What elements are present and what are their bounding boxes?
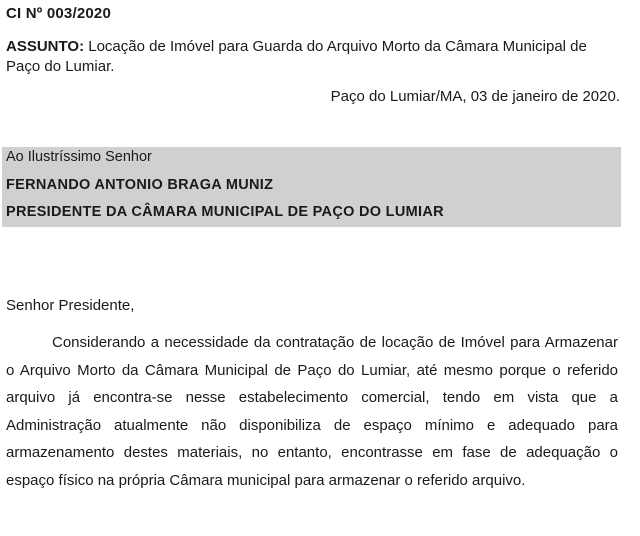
ci-number: CI Nº 003/2020 bbox=[6, 5, 112, 22]
addressee-block bbox=[2, 147, 621, 227]
subject-text: Locação de Imóvel para Guarda do Arquivo Morto da Câmara Municipal de Paço do Lumiar. bbox=[6, 38, 587, 75]
subject-line bbox=[6, 37, 620, 77]
greeting: Senhor Presidente, bbox=[6, 297, 135, 314]
subject-label: ASSUNTO: bbox=[6, 38, 85, 55]
body-paragraph: Considerando a necessidade da contratação de locação de Imóvel para Armazenar o Arquivo Morto da Câmara Municipal de Paço do Lumiar, até mesmo porque o referido arquivo já encontra-se nesse estabelecimento comercial, tendo em vista que a Administração atualmente não disponibiliza de espaço mínimo e adequado para armazenamento destes materiais, no entanto, encontrasse em fase de adequação o espaço físico na própria Câmara municipal para armazenar o referido arquivo. bbox=[6, 334, 618, 489]
addressee-salutation: Ao Ilustríssimo Senhor bbox=[6, 149, 152, 165]
addressee-role: PRESIDENTE DA CÂMARA MUNICIPAL DE PAÇO DO LUMIAR bbox=[6, 204, 444, 220]
addressee-name: FERNANDO ANTONIO BRAGA MUNIZ bbox=[6, 177, 274, 193]
date-line: Paço do Lumiar/MA, 03 de janeiro de 2020. bbox=[330, 88, 620, 105]
